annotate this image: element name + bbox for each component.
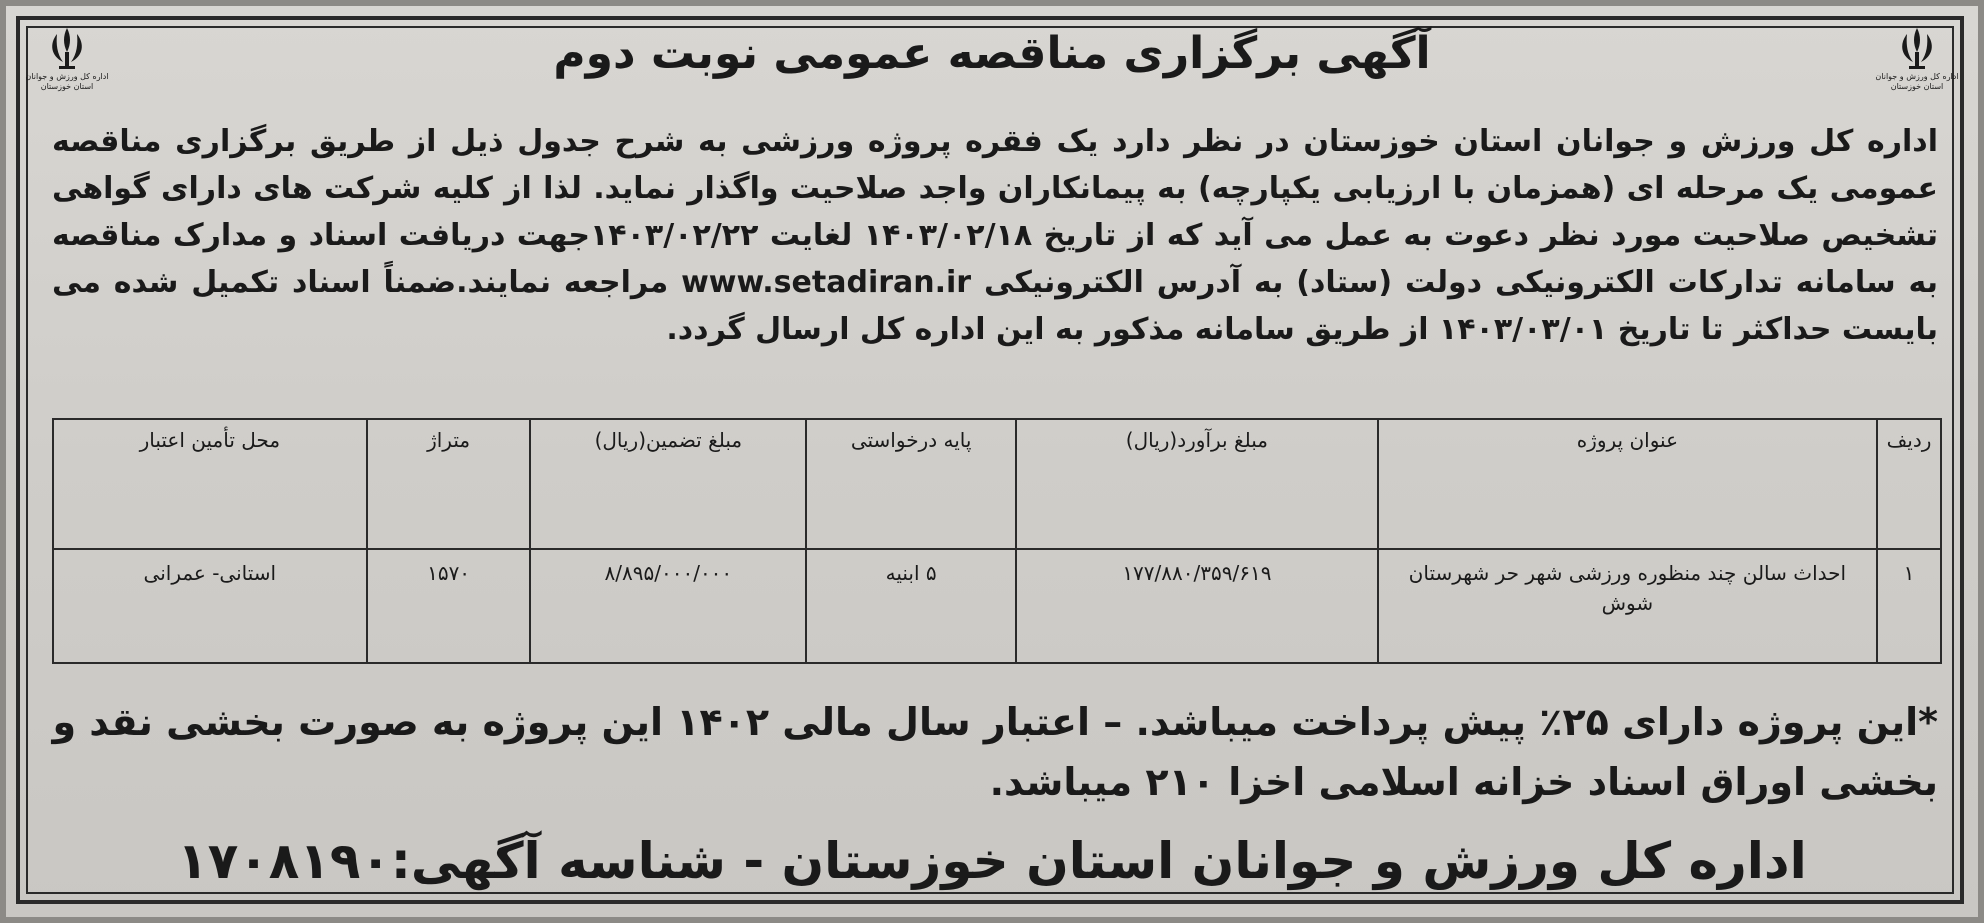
header-estimate: مبلغ برآورد(ریال) bbox=[1016, 419, 1378, 549]
cell-grade: ۵ ابنیه bbox=[806, 549, 1016, 663]
header-grade: پایه درخواستی bbox=[806, 419, 1016, 549]
tender-table bbox=[52, 418, 1942, 664]
header-project-title: عنوان پروژه bbox=[1378, 419, 1877, 549]
header-guarantee: مبلغ تضمین(ریال) bbox=[530, 419, 806, 549]
newspaper-clipping bbox=[6, 6, 1978, 917]
payment-note: *این پروژه دارای ۲۵٪ پیش پرداخت میباشد. – اعتبار سال مالی ۱۴۰۲ این پروژه به صورت بخشی نقد و بخشی اوراق اسناد خزانه اسلامی اخزا ۲۱۰ میباشد. bbox=[52, 700, 1938, 804]
cell-funding: استانی- عمرانی bbox=[53, 549, 367, 663]
cell-area: ۱۵۷۰ bbox=[367, 549, 531, 663]
ad-title: آگهی برگزاری مناقصه عمومی نوبت دوم bbox=[553, 28, 1431, 79]
cell-row-number: ۱ bbox=[1877, 549, 1941, 663]
logo-caption-right: اداره کل ورزش و جوانان استان خوزستان bbox=[1875, 72, 1959, 91]
header-area: متراژ bbox=[367, 419, 531, 549]
header-row-number: ردیف bbox=[1877, 419, 1941, 549]
table-row bbox=[53, 549, 1941, 663]
intro-paragraph: اداره کل ورزش و جوانان استان خوزستان در نظر دارد یک فقره پروژه ورزشی به شرح جدول ذیل از طریق برگزاری مناقصه عمومی یک مرحله ای (همزمان با ارزیابی یکپارچه) به پیمانکاران واجد صلاحیت واگذار نماید. لذا از کلیه شرکت های دارای گواهی تشخیص صلاحیت مورد نظر دعوت به عمل می آید که از تاریخ ۱۴۰۳/۰۲/۱۸ لغایت ۱۴۰۳/۰۲/۲۲جهت دریافت اسناد و مدارک مناقصه به سامانه تدارکات الکترونیکی دولت (ستاد) به آدرس الکترونیکی www.setadiran.ir مراجعه نمایند.ضمناً اسناد تکمیل شده می بایست حداکثر تا تاریخ ۱۴۰۳/۰۳/۰۱ از طریق سامانه مذکور به این اداره کل ارسال گردد. bbox=[52, 124, 1938, 347]
table-header-row bbox=[53, 419, 1941, 549]
logo-caption-left: اداره کل ورزش و جوانان استان خوزستان bbox=[25, 72, 109, 91]
cell-project-title: احداث سالن چند منظوره ورزشی شهر حر شهرستان شوش bbox=[1378, 549, 1877, 663]
cell-guarantee: ۸/۸۹۵/۰۰۰/۰۰۰ bbox=[530, 549, 806, 663]
footer-signature: اداره کل ورزش و جوانان استان خوزستان - شناسه آگهی:۱۷۰۸۱۹۰ bbox=[177, 832, 1807, 890]
header-funding: محل تأمین اعتبار bbox=[53, 419, 367, 549]
cell-estimate: ۱۷۷/۸۸۰/۳۵۹/۶۱۹ bbox=[1016, 549, 1378, 663]
